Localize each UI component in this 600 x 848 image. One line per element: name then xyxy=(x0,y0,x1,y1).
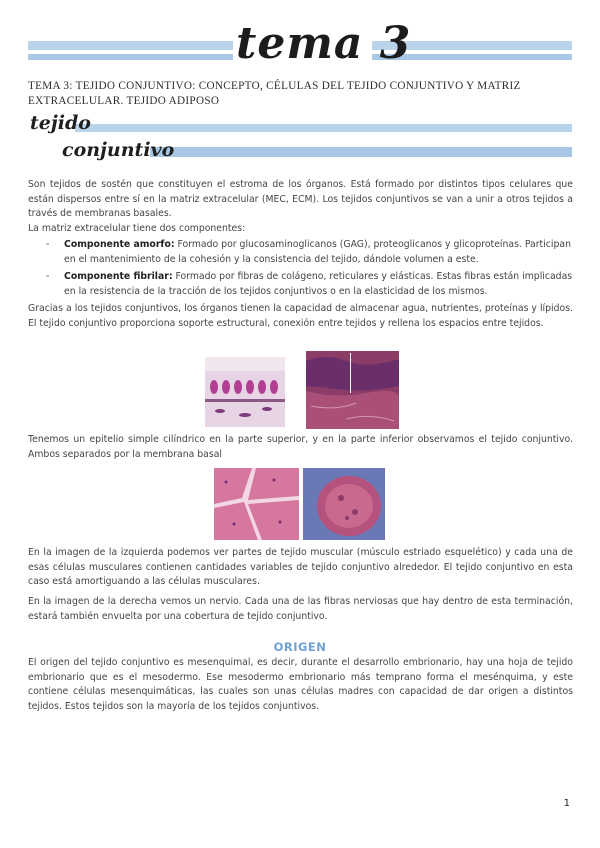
bullet-fibrillar xyxy=(46,270,574,299)
bullet-amorphous xyxy=(46,238,574,267)
bullet-amorphous-label: Componente amorfo: xyxy=(64,239,175,250)
bullet-fibrillar-label: Componente fibrilar: xyxy=(64,271,173,282)
page-title: tema 3 xyxy=(236,18,412,69)
origin-heading: ORIGEN xyxy=(273,640,327,654)
paragraph-origin: El origen del tejido conjuntivo es mesenquimal, es decir, durante el desarrollo embrionario, hay una hoja de tejido embrionario que es el mesodermo. Ese mesodermo embrionario más temprano forma el mesénquima, y este contiene células mesenquimáticas, las cuales son unas células madres con capacidad de dar origen a distintos tejidos. Estos tejidos son la mayoría de los tejidos conjuntivos. xyxy=(28,657,573,712)
nerve-micrograph xyxy=(303,468,385,540)
bullet-amorphous-body: Formado por glucosaminoglicanos (GAG), proteoglicanos y glicoproteínas. Participan en el mantenimiento de la cohesión y la consistencia del tejido, dándole volumen a este. xyxy=(64,239,571,265)
section-band-top xyxy=(75,124,572,132)
page-number: 1 xyxy=(563,798,570,809)
header-band-left xyxy=(28,41,233,50)
epithelium-micrograph xyxy=(205,357,297,427)
epithelium-connective-micrograph xyxy=(306,351,399,429)
section-band-bottom xyxy=(150,147,572,157)
bullet-fibrillar-body: Formado por fibras de colágeno, reticulares y elásticas. Estas fibras están implicadas en la resistencia de la tracción de los tejidos conjuntivos o en la elasticidad de los mismos. xyxy=(64,271,573,297)
muscle-micrograph xyxy=(214,468,299,540)
header-band-left-lower xyxy=(28,54,233,60)
topic-heading: TEMA 3: TEJIDO CONJUNTIVO: CONCEPTO, CÉLULAS DEL TEJIDO CONJUNTIVO Y MATRIZ EXTRACELULAR. TEJIDO ADIPOSO xyxy=(28,80,521,107)
paragraph-muscle: En la imagen de la izquierda podemos ver partes de tejido muscular (músculo estriado esquelético) y cada una de esas células musculares contienen cantidades variables de tejido conjuntivo alrededor. El tejido conjuntivo en esta caso está amortiguando a las células musculares. xyxy=(28,547,573,588)
paragraph-functions: Gracias a los tejidos conjuntivos, los órganos tienen la capacidad de almacenar agua, nutrientes, proteínas y lípidos. El tejido conjuntivo proporciona soporte estructural, conexión entre tejidos y rellena los espacios entre tejidos. xyxy=(28,303,573,329)
paragraph-matrix: La matriz extracelular tiene dos componentes: xyxy=(28,223,246,234)
paragraph-nerve: En la imagen de la derecha vemos un nervio. Cada una de las fibras nerviosas que hay dentro de esta terminación, estará también envuelta por una cobertura de tejido conjuntivo. xyxy=(28,596,573,622)
bullet-dash: - xyxy=(46,239,50,250)
section-title-line2: conjuntivo xyxy=(62,139,175,161)
paragraph-epithelium: Tenemos un epitelio simple cilíndrico en la parte superior, y en la parte inferior observamos el tejido conjuntivo. Ambos separados por la membrana basal xyxy=(28,434,573,460)
section-title-line1: tejido xyxy=(30,112,91,134)
paragraph-intro: Son tejidos de sostén que constituyen el estroma de los órganos. Está formado por distintos tipos celulares que están dispersos entre sí en la matriz extracelular (MEC, ECM). Los tejidos conjuntivos se van a unir a otros tejidos a través de membranas basales. xyxy=(28,179,573,220)
bullet-fibrillar-text xyxy=(64,270,574,299)
bullet-dash: - xyxy=(46,271,50,282)
bullet-amorphous-text xyxy=(64,238,574,267)
